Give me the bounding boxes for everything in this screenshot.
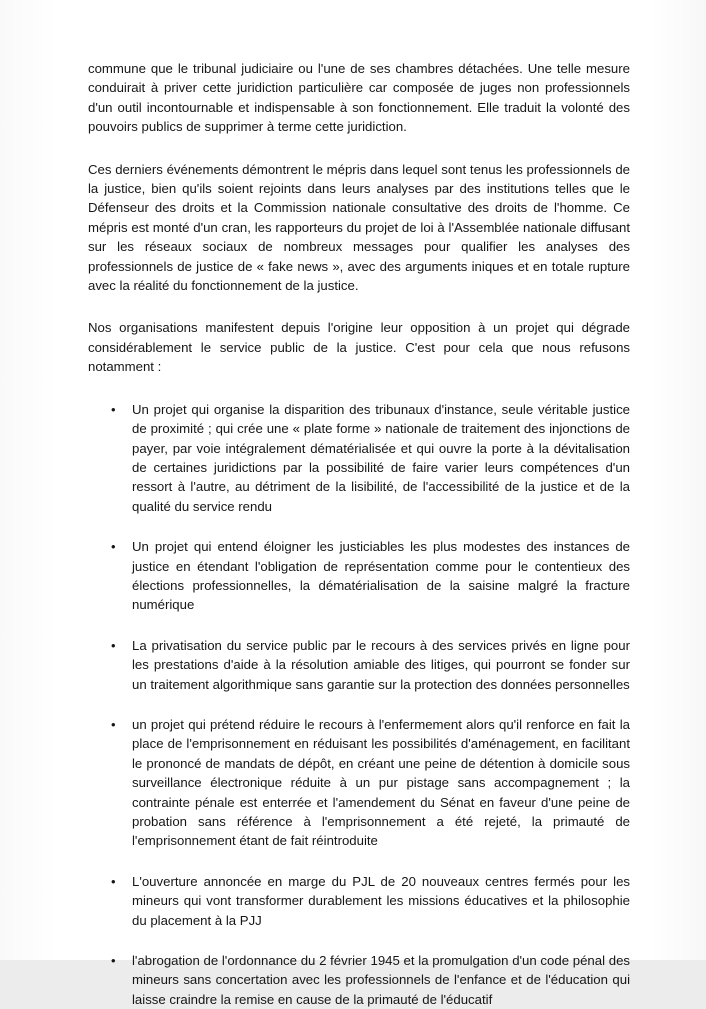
bullet-icon: • xyxy=(111,716,116,732)
list-item-text: La privatisation du service public par le recours à des services privés en ligne pour les prestations d'aide à la résolution amiable des litiges, qui pourront se fonder sur un traitement algorithmique sans garantie sur la protection des données personnelles xyxy=(132,637,630,692)
paragraph-opposition-intro: Nos organisations manifestent depuis l'origine leur opposition à un projet qui dégrade considérablement le service public de la justice. C'est pour cela que nous refusons notamment : xyxy=(88,320,630,375)
list-item-text: Un projet qui organise la disparition des tribunaux d'instance, seule véritable justice de proximité ; qui crée une « plate forme » nationale de traitement des injonctions de payer, par voie intégralement dématérialisée et qui ouvre la porte à la dévitalisation de certaines juridictions par la possibilité de faire varier leurs compétences d'un ressort à l'autre, au détriment de la lisibilité, de l'accessibilité de la justice et de la qualité du service rendu xyxy=(132,401,630,514)
list-item xyxy=(88,400,630,516)
bullet-icon: • xyxy=(111,953,116,969)
bullet-icon: • xyxy=(111,637,116,653)
refusal-list xyxy=(88,400,630,1009)
list-item-text: l'abrogation de l'ordonnance du 2 février 1945 et la promulgation d'un code pénal des mineurs sans concertation avec les professionnels de l'enfance et de l'éducation qui laisse craindre la remise en cause de la primauté de l'éducatif xyxy=(132,953,630,1007)
list-item xyxy=(88,951,630,1009)
list-item xyxy=(88,715,630,851)
paragraph-recent-events: Ces derniers événements démontrent le mépris dans lequel sont tenus les professionnels de la justice, bien qu'ils soient rejoints dans leurs analyses par des institutions telles que le Défenseur des droits et la Commission nationale consultative des droits de l'homme. Ce mépris est monté d'un cran, les rapporteurs du projet de loi à l'Assemblée nationale diffusant sur les réseaux sociaux de nombreux messages pour qualifier les analyses des professionnels de justice de « fake news », avec des arguments iniques et en totale rupture avec la réalité du fonctionnement de la justice. xyxy=(88,161,630,294)
list-item xyxy=(88,636,630,694)
list-item-text: L'ouverture annoncée en marge du PJL de 20 nouveaux centres fermés pour les mineurs qui vont transformer durablement les missions éducatives et la philosophie du placement à la PJJ xyxy=(132,873,630,928)
paragraph-tribunal-measure: commune que le tribunal judiciaire ou l'une de ses chambres détachées. Une telle mesure conduirait à priver cette juridiction particulière car composée de juges non professionnels d'un outil incontournable et indispensable à son fonctionnement. Elle traduit la volonté des pouvoirs publics de supprimer à terme cette juridiction. xyxy=(88,61,630,135)
list-item-text: un projet qui prétend réduire le recours à l'enfermement alors qu'il renforce en fait la place de l'emprisonnement en réduisant les possibilités d'aménagement, en facilitant le prononcé de mandats de dépôt, en créant une peine de détention à domicile sous surveillance électronique réduite à un pur pistage sans accompagnement ; la contrainte pénale est enterrée et l'amendement du Sénat en faveur d'une peine de probation sans référence à l'emprisonnement a été rejeté, la primauté de l'emprisonnement étant de fait réintroduite xyxy=(132,716,630,849)
list-item xyxy=(88,872,630,930)
list-item xyxy=(88,537,630,615)
list-item-text: Un projet qui entend éloigner les justiciables les plus modestes des instances de justice en étendant l'obligation de représentation comme pour le contentieux des élections professionnelles, la dématérialisation de la saisine malgré la fracture numérique xyxy=(132,539,630,613)
bullet-icon: • xyxy=(111,401,116,417)
bullet-icon: • xyxy=(111,873,116,889)
bullet-icon: • xyxy=(111,539,116,555)
